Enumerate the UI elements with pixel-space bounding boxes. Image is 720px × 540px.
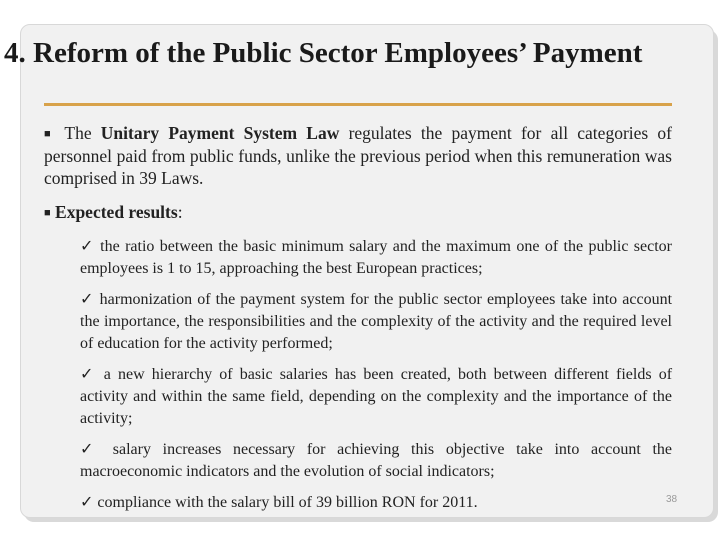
result-text: salary increases necessary for achieving this objective take into account the macroeconomic indicators and the evolution of social indicators; (80, 441, 673, 480)
point-text-lead: The (64, 123, 92, 143)
result-text: harmonization of the payment system for the public sector employees take into account the importance, the responsibilities and the complexity of the activity and the required level of education for the activity performed; (80, 291, 673, 352)
check-icon: ✓ (80, 291, 95, 308)
slide-body (44, 122, 672, 523)
point-expected-results (44, 201, 672, 224)
result-item (80, 236, 672, 280)
section-bullet-icon: ■ (44, 128, 56, 140)
result-item (80, 439, 672, 483)
slide-title: 4. Reform of the Public Sector Employees’ Payment (4, 37, 643, 69)
results-list (80, 236, 672, 514)
title-divider (44, 103, 672, 106)
section-bullet-icon: ■ (44, 207, 51, 219)
point-text-rest: regulates the payment for all categories of personnel paid from public funds, unlike the previous period when this remuneration was comprised in 39 Laws. (44, 123, 672, 188)
result-text: the ratio between the basic minimum salary and the maximum one of the public sector employees is 1 to 15, approaching the best European practices; (80, 238, 673, 277)
result-item (80, 492, 672, 514)
result-text: a new hierarchy of basic salaries has been created, both between different fields of activity and within the same field, depending on the complexity and the importance of the activity; (80, 366, 673, 427)
result-item (80, 289, 672, 355)
result-item (80, 364, 672, 430)
point-unitary-law (44, 122, 672, 189)
point-bold-law: Unitary Payment System Law (100, 123, 340, 143)
check-icon: ✓ (80, 238, 95, 255)
check-icon: ✓ (80, 441, 102, 458)
check-icon: ✓ (80, 494, 94, 511)
expected-results-colon: : (177, 202, 183, 222)
page-number: 38 (666, 494, 678, 505)
expected-results-heading: Expected results (55, 202, 178, 222)
check-icon: ✓ (80, 366, 97, 383)
result-text: compliance with the salary bill of 39 billion RON for 2011. (97, 494, 478, 511)
